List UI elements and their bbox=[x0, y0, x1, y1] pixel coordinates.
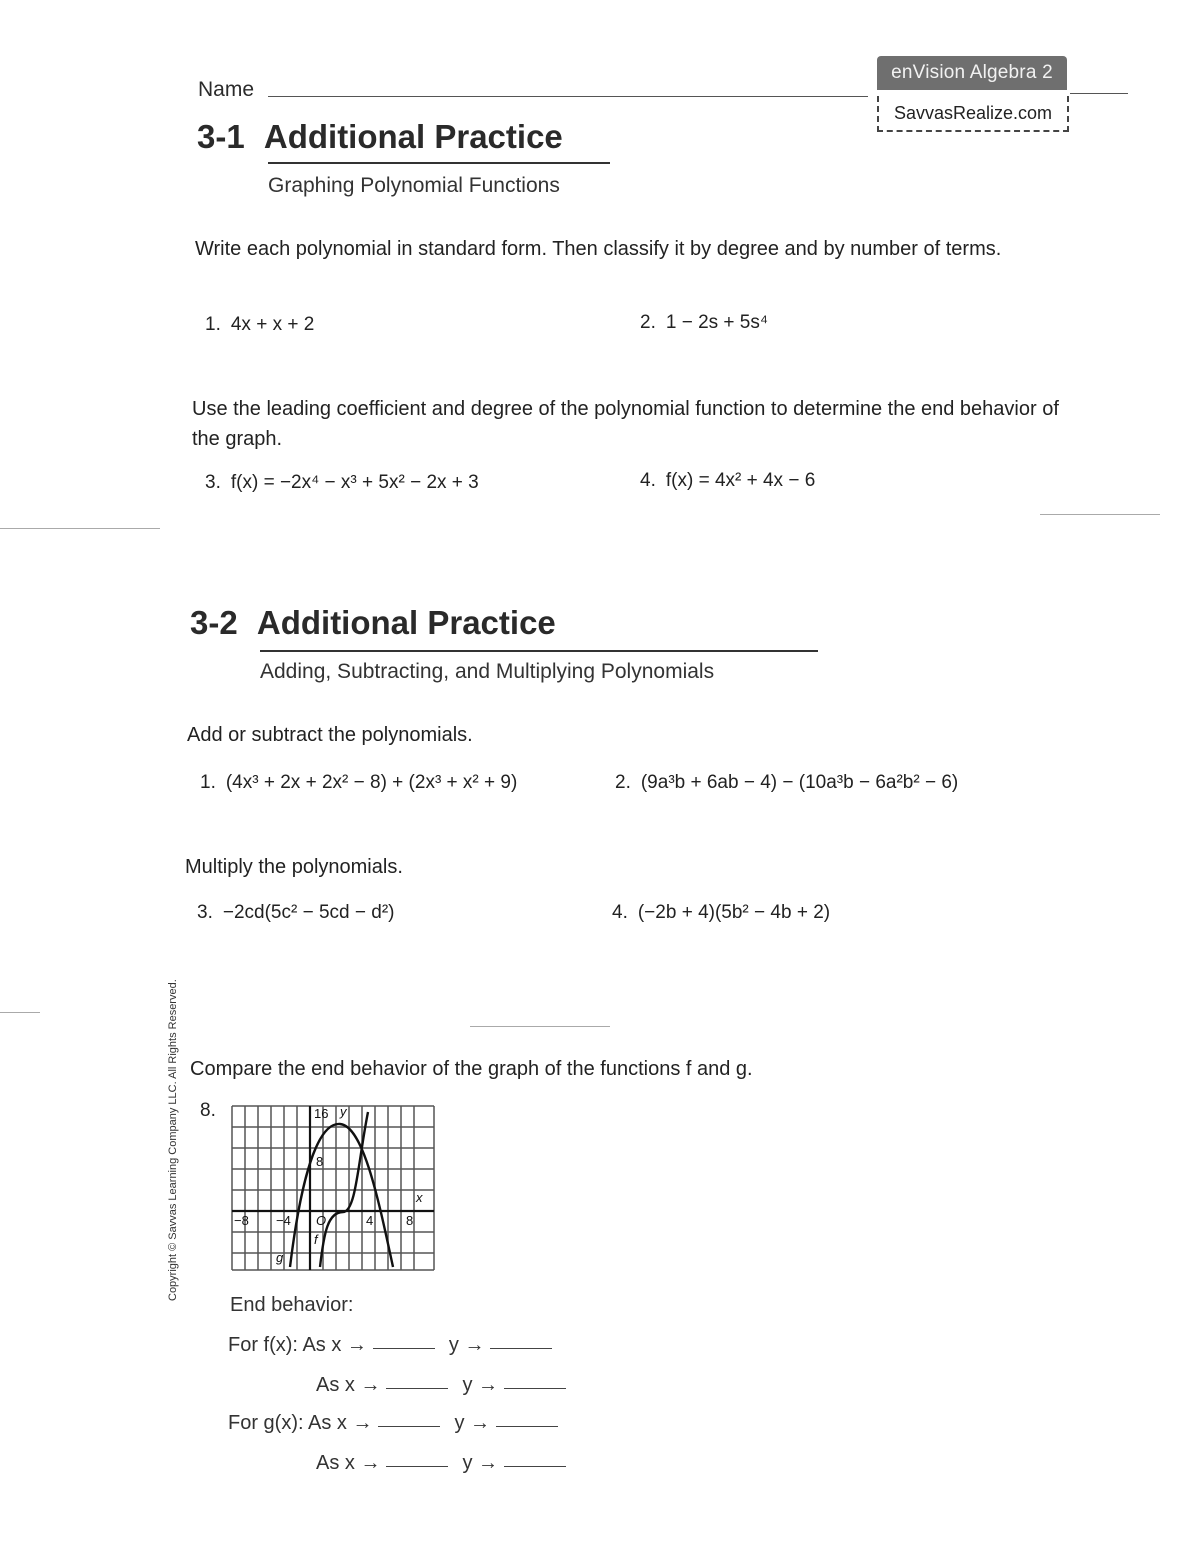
problem-number: 1. bbox=[200, 772, 216, 793]
problem-text: f(x) = −2x⁴ − x³ + 5x² − 2x + 3 bbox=[230, 472, 479, 493]
instruction-standard-form: Write each polynomial in standard form. Then classify it by degree and by number of terms. bbox=[195, 238, 1002, 260]
label-f: f bbox=[314, 1232, 318, 1247]
answer-blank[interactable] bbox=[496, 1426, 558, 1427]
problem-2-2 bbox=[615, 772, 958, 794]
graph-grid bbox=[232, 1106, 434, 1270]
f-end-behavior-row-1 bbox=[228, 1334, 566, 1357]
row-prefix: As x → bbox=[316, 1452, 381, 1474]
brand-badge: enVision Algebra 2 bbox=[877, 56, 1067, 90]
name-label: Name bbox=[198, 78, 255, 101]
f-end-behavior-row-2 bbox=[316, 1374, 580, 1397]
problem-text: 4x + x + 2 bbox=[230, 314, 315, 335]
copyright-notice: Copyright © Savvas Learning Company LLC. All Rights Reserved. bbox=[167, 979, 179, 1301]
section-2-rule bbox=[260, 650, 818, 652]
problem-8-number: 8. bbox=[200, 1100, 216, 1121]
problem-2-4 bbox=[612, 902, 830, 924]
label-xneg8: −8 bbox=[234, 1213, 249, 1228]
instruction-add-subtract: Add or subtract the polynomials. bbox=[187, 724, 473, 746]
row-y: y → bbox=[448, 1334, 485, 1356]
problem-text: −2cd(5c² − 5cd − d²) bbox=[222, 902, 395, 923]
label-x8: 8 bbox=[406, 1213, 414, 1228]
problem-number: 3. bbox=[205, 472, 221, 493]
scan-line bbox=[0, 528, 160, 529]
answer-blank[interactable] bbox=[504, 1388, 566, 1389]
problem-1-2 bbox=[640, 312, 768, 334]
instruction-end-behavior: Use the leading coefficient and degree of the polynomial function to determine the end behavior of the graph. bbox=[192, 398, 1059, 450]
section-2-title bbox=[190, 604, 556, 642]
problem-number: 2. bbox=[640, 312, 656, 333]
answer-blank[interactable] bbox=[490, 1348, 552, 1349]
answer-blank[interactable] bbox=[386, 1388, 448, 1389]
label-y16: 16 bbox=[314, 1106, 329, 1121]
section-number: 3-2 bbox=[190, 604, 238, 641]
problem-text: f(x) = 4x² + 4x − 6 bbox=[665, 470, 816, 491]
label-origin: O bbox=[316, 1213, 327, 1228]
answer-blank[interactable] bbox=[504, 1466, 566, 1467]
row-y: y → bbox=[454, 1412, 491, 1434]
label-xneg4: −4 bbox=[276, 1213, 291, 1228]
scan-line bbox=[1040, 514, 1160, 515]
answer-blank[interactable] bbox=[386, 1466, 448, 1467]
row-prefix: For f(x): As x → bbox=[228, 1334, 367, 1356]
g-end-behavior-row-2 bbox=[316, 1452, 580, 1475]
answer-blank[interactable] bbox=[373, 1348, 435, 1349]
header-rule bbox=[1070, 93, 1128, 94]
graph-axes bbox=[232, 1106, 434, 1270]
section-1-rule bbox=[268, 162, 610, 164]
problem-number: 3. bbox=[197, 902, 213, 923]
section-title-text: Additional Practice bbox=[256, 604, 556, 641]
problem-number: 2. bbox=[615, 772, 631, 793]
instruction-compare: Compare the end behavior of the graph of the functions f and g. bbox=[190, 1058, 753, 1080]
name-line[interactable] bbox=[268, 96, 868, 97]
g-end-behavior-row-1 bbox=[228, 1412, 572, 1435]
label-y-axis: y bbox=[340, 1104, 347, 1119]
problem-text: (−2b + 4)(5b² − 4b + 2) bbox=[637, 902, 831, 923]
problem-number: 4. bbox=[612, 902, 628, 923]
row-prefix: As x → bbox=[316, 1374, 381, 1396]
problem-number: 1. bbox=[205, 314, 221, 335]
instruction-multiply: Multiply the polynomials. bbox=[185, 856, 403, 878]
brand-url: SavvasRealize.com bbox=[877, 96, 1069, 132]
problem-1-1 bbox=[205, 314, 314, 336]
section-2-subtitle: Adding, Subtracting, and Multiplying Polynomials bbox=[260, 660, 715, 683]
section-1-title bbox=[197, 118, 563, 156]
problem-text: (4x³ + 2x + 2x² − 8) + (2x³ + x² + 9) bbox=[225, 772, 518, 793]
row-y: y → bbox=[462, 1374, 499, 1396]
end-behavior-label: End behavior: bbox=[230, 1294, 354, 1316]
section-1-subtitle: Graphing Polynomial Functions bbox=[268, 174, 560, 197]
row-y: y → bbox=[462, 1452, 499, 1474]
label-x4: 4 bbox=[366, 1213, 374, 1228]
label-g: g bbox=[276, 1250, 284, 1265]
problem-text: 1 − 2s + 5s⁴ bbox=[665, 312, 769, 333]
answer-blank[interactable] bbox=[378, 1426, 440, 1427]
problem-1-4 bbox=[640, 470, 815, 492]
problem-2-3 bbox=[197, 902, 394, 924]
label-x-axis: x bbox=[416, 1190, 423, 1205]
scan-line bbox=[0, 1012, 40, 1013]
problem-2-1 bbox=[200, 772, 517, 794]
g-curve bbox=[290, 1124, 393, 1267]
row-prefix: For g(x): As x → bbox=[228, 1412, 373, 1434]
problem-1-3 bbox=[205, 472, 479, 494]
problem-number: 4. bbox=[640, 470, 656, 491]
section-number: 3-1 bbox=[197, 118, 245, 155]
label-y8: 8 bbox=[316, 1154, 324, 1169]
section-title-text: Additional Practice bbox=[263, 118, 563, 155]
scan-line bbox=[470, 1026, 610, 1027]
function-graph bbox=[228, 1102, 438, 1274]
problem-text: (9a³b + 6ab − 4) − (10a³b − 6a²b² − 6) bbox=[640, 772, 959, 793]
